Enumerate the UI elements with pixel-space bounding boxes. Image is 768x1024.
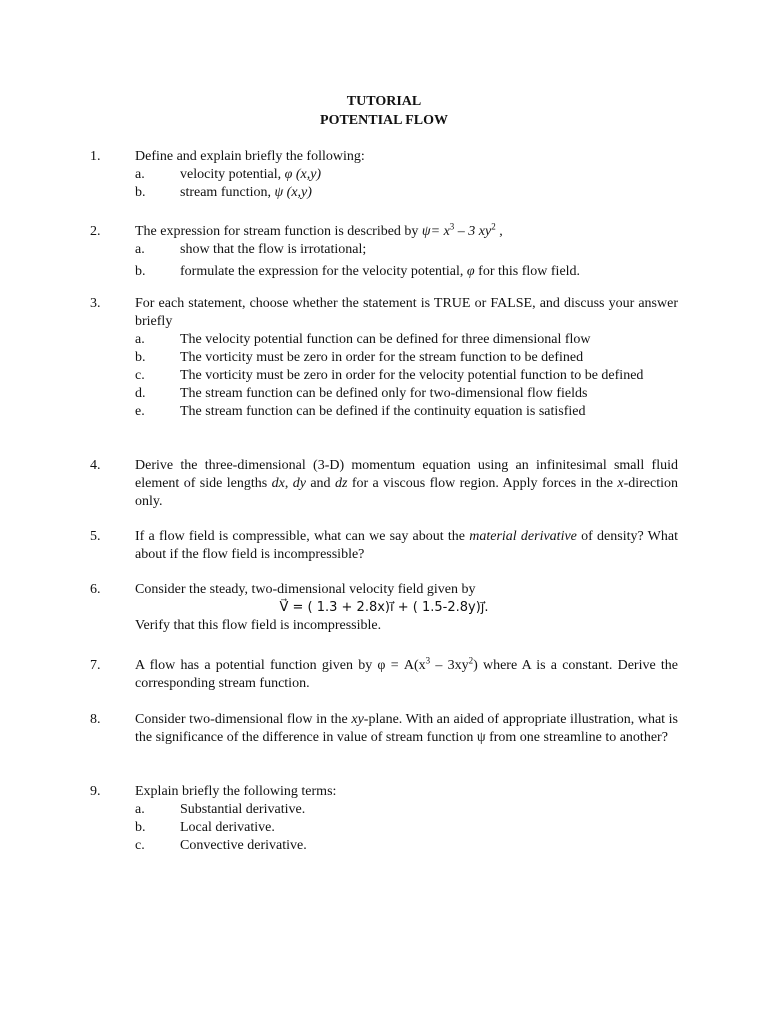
- question-stem: [135, 457, 678, 511]
- sub-item: [135, 837, 678, 855]
- question-3: [90, 295, 678, 421]
- sub-item-letter: a.: [135, 242, 145, 257]
- document-subtitle: POTENTIAL FLOW: [320, 113, 448, 128]
- variable: dz: [334, 476, 348, 491]
- question-stem: For each statement, choose whether the statement is TRUE or FALSE, and discuss your answer briefly: [135, 296, 678, 329]
- sub-item: [135, 166, 678, 184]
- question-4: [90, 457, 678, 511]
- sub-item-letter: c.: [135, 368, 145, 383]
- psi-symbol: ψ (x,y): [274, 185, 312, 200]
- stem-text: Consider two-dimensional flow in the: [135, 712, 352, 727]
- question-stem: [135, 657, 678, 693]
- question-number: 8.: [90, 712, 101, 727]
- question-number: 3.: [90, 296, 101, 311]
- sub-item: [135, 263, 678, 281]
- variable: dx: [271, 476, 285, 491]
- velocity-equation: V⃗ = ( 1.3 + 2.8x)i⃗ + ( 1.5-2.8y)j⃗.: [279, 600, 489, 615]
- question-stem: [135, 223, 678, 241]
- equation-part: ,: [495, 224, 503, 239]
- sub-item-text: The stream function can be defined only for two-dimensional flow fields: [180, 386, 588, 401]
- question-6: [90, 581, 678, 635]
- stem-text: for a viscous flow region. Apply forces in the: [347, 476, 618, 491]
- exponent: 2: [491, 221, 496, 232]
- question-number: 2.: [90, 224, 101, 239]
- sub-item-text: The velocity potential function can be defined for three dimensional flow: [180, 332, 591, 347]
- sub-item: [135, 385, 678, 403]
- exponent: 3: [449, 221, 455, 232]
- stem-text: ) where A is a constant. Derive the corresponding stream function.: [135, 658, 679, 691]
- exponent: 2: [468, 655, 474, 666]
- stem-text: – 3xy: [430, 658, 469, 673]
- question-number: 5.: [90, 529, 101, 544]
- question-stem: [135, 528, 678, 564]
- sub-item: [135, 349, 678, 367]
- question-1: [90, 148, 678, 202]
- document-title: TUTORIAL: [346, 94, 422, 109]
- sub-item-text: formulate the expression for the velocity potential,: [180, 264, 467, 279]
- question-stem: [135, 711, 678, 747]
- question-stem: Define and explain briefly the following:: [135, 149, 365, 164]
- question-stem: Explain briefly the following terms:: [135, 784, 337, 799]
- psi-symbol: ψ: [421, 224, 431, 239]
- stem-text: Derive the three-dimensional (3-D) momentum equation using an infinitesimal small fluid element of side lengths: [135, 458, 678, 491]
- sub-item-letter: b.: [135, 264, 146, 279]
- sub-item: [135, 331, 678, 349]
- stem-text: of density? What about if the flow field is incompressible?: [135, 529, 678, 562]
- sub-item: [135, 184, 678, 202]
- emphasis: material derivative: [469, 529, 577, 544]
- sub-item: [135, 403, 678, 421]
- question-number: 6.: [90, 582, 101, 597]
- sub-item-letter: a.: [135, 167, 145, 182]
- sub-item-letter: c.: [135, 838, 145, 853]
- question-number: 9.: [90, 784, 101, 799]
- sub-item-text: show that the flow is irrotational;: [180, 242, 367, 257]
- stem-text: and: [305, 476, 335, 491]
- sub-item-text: The stream function can be defined if the continuity equation is satisfied: [180, 404, 586, 419]
- stem-text: -direction only.: [135, 476, 679, 509]
- sub-item: [135, 801, 678, 819]
- question-9: [90, 783, 678, 855]
- sub-item-letter: b.: [135, 350, 146, 365]
- sub-item-text: The vorticity must be zero in order for the velocity potential function to be defined: [180, 368, 644, 383]
- phi-symbol: φ: [466, 264, 475, 279]
- question-number: 4.: [90, 458, 101, 473]
- exponent: 3: [425, 655, 431, 666]
- question-number: 7.: [90, 658, 101, 673]
- sub-item-letter: a.: [135, 332, 145, 347]
- stem-text: A flow has a potential function given by φ = A(x: [135, 658, 426, 673]
- question-7: [90, 657, 678, 693]
- question-number: 1.: [90, 149, 101, 164]
- sub-item-text: velocity potential,: [180, 167, 285, 182]
- stem-text: -plane. With an aided of appropriate illustration, what is the significance of the difference in value of stream function ψ from one streamline to another?: [135, 712, 678, 745]
- sub-item: [135, 241, 678, 259]
- emphasis: xy: [351, 712, 364, 727]
- sub-item-text: Convective derivative.: [180, 838, 307, 853]
- sub-item-text: for this flow field.: [474, 264, 581, 279]
- sub-item-letter: b.: [135, 185, 146, 200]
- sub-item-text: The vorticity must be zero in order for the stream function to be defined: [180, 350, 584, 365]
- question-stem-tail: Verify that this flow field is incompressible.: [135, 618, 382, 633]
- variable: x: [617, 476, 624, 491]
- sub-item: [135, 819, 678, 837]
- sub-item-text: stream function,: [180, 185, 275, 200]
- stem-text: The expression for stream function is described by: [135, 224, 422, 239]
- variable: dy: [292, 476, 306, 491]
- equation-part: – 3 xy: [454, 224, 492, 239]
- question-stem: Consider the steady, two-dimensional velocity field given by: [135, 582, 476, 597]
- question-5: [90, 528, 678, 564]
- stem-text: ,: [284, 476, 293, 491]
- sub-item-letter: a.: [135, 802, 145, 817]
- stem-text: If a flow field is compressible, what can we say about the: [135, 529, 470, 544]
- sub-item: [135, 367, 678, 385]
- question-2: [90, 223, 678, 281]
- phi-symbol: φ (x,y): [284, 167, 322, 182]
- sub-item-text: Local derivative.: [180, 820, 275, 835]
- sub-item-letter: d.: [135, 386, 146, 401]
- equation-part: = x: [430, 224, 450, 239]
- question-8: [90, 711, 678, 747]
- sub-item-letter: b.: [135, 820, 146, 835]
- sub-item-letter: e.: [135, 404, 145, 419]
- sub-item-text: Substantial derivative.: [180, 802, 306, 817]
